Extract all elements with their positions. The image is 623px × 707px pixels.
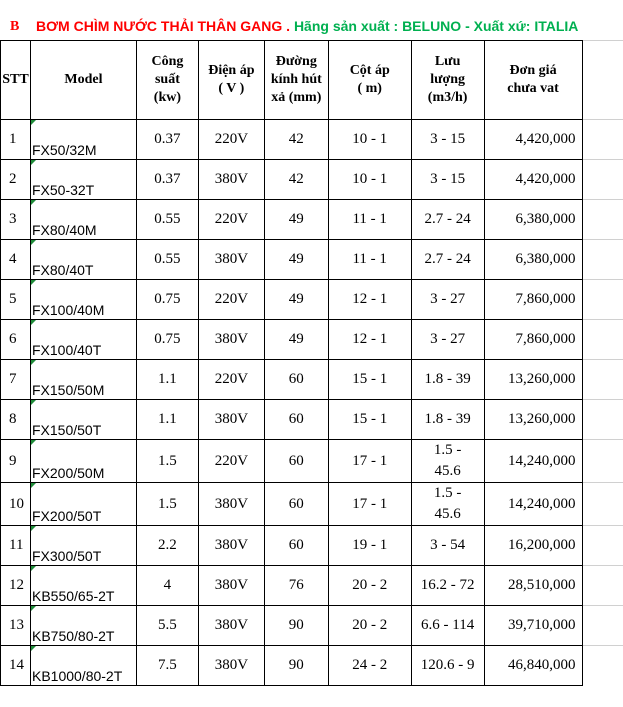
power-cell[interactable]: 0.75 [136,280,198,320]
empty-cell[interactable] [582,400,623,440]
price-cell[interactable]: 13,260,000 [484,360,582,400]
empty-cell[interactable] [582,646,623,686]
row-number[interactable]: 10 [1,483,31,526]
table-row [1,646,623,686]
voltage-cell[interactable]: 220V [198,440,264,483]
table-row [1,566,623,606]
row-number[interactable]: 8 [1,400,31,440]
table-row [1,120,623,160]
empty-cell[interactable] [582,606,623,646]
voltage-cell[interactable]: 220V [198,120,264,160]
row-number[interactable]: 2 [1,160,31,200]
pipe-diameter-cell[interactable]: 60 [264,440,328,483]
flow-rate-cell[interactable]: 3 - 54 [411,526,484,566]
power-cell[interactable]: 5.5 [136,606,198,646]
flow-rate-cell[interactable]: 1.8 - 39 [411,360,484,400]
header-flow [411,41,484,120]
price-cell[interactable]: 16,200,000 [484,526,582,566]
row-number[interactable]: 7 [1,360,31,400]
price-cell[interactable]: 28,510,000 [484,566,582,606]
price-cell[interactable]: 4,420,000 [484,120,582,160]
row-number[interactable]: 11 [1,526,31,566]
flow-rate-cell[interactable]: 16.2 - 72 [411,566,484,606]
price-cell[interactable]: 14,240,000 [484,483,582,526]
empty-cell[interactable] [582,120,623,160]
header-price-line: chưa vat [507,81,559,96]
table-row [1,240,623,280]
pipe-diameter-cell[interactable]: 60 [264,483,328,526]
page-title [36,18,578,34]
flow-rate-line: 1.5 - [433,485,462,501]
header-price [484,41,582,120]
flow-rate-cell[interactable]: 1.8 - 39 [411,400,484,440]
price-table [0,40,623,686]
price-cell[interactable]: 39,710,000 [484,606,582,646]
header-power-line: (kw) [153,90,182,105]
flow-rate-cell[interactable]: 3 - 27 [411,320,484,360]
row-number[interactable]: 12 [1,566,31,606]
voltage-cell[interactable]: 380V [198,606,264,646]
header-head-line: Cột áp [349,63,390,78]
header-stt: STT [1,41,31,120]
model-cell[interactable]: KB750/80-2T [30,606,136,646]
table-row [1,440,623,483]
pipe-diameter-cell[interactable]: 76 [264,566,328,606]
flow-rate-line: 1.5 - [433,442,462,458]
head-cell[interactable]: 19 - 1 [328,526,411,566]
header-pipe-line: xả (mm) [271,90,322,105]
section-marker: B [10,19,20,34]
header-flow-line: (m3/h) [427,90,468,105]
pipe-diameter-cell[interactable]: 42 [264,160,328,200]
voltage-cell[interactable]: 380V [198,483,264,526]
empty-cell[interactable] [582,320,623,360]
head-cell[interactable]: 20 - 2 [328,606,411,646]
head-cell[interactable]: 12 - 1 [328,320,411,360]
table-row [1,483,623,526]
power-cell[interactable]: 0.37 [136,120,198,160]
header-row [1,41,623,120]
flow-rate-cell[interactable] [411,483,484,526]
price-cell[interactable]: 7,860,000 [484,280,582,320]
voltage-cell[interactable]: 380V [198,566,264,606]
head-cell[interactable]: 15 - 1 [328,400,411,440]
header-pipe-line: kính hút [270,72,322,87]
row-number[interactable]: 9 [1,440,31,483]
head-cell[interactable]: 17 - 1 [328,440,411,483]
header-flow-line: Lưu [434,54,461,69]
power-cell[interactable]: 0.37 [136,160,198,200]
table-row [1,280,623,320]
title-manufacturer: Hãng sản xuất : BELUNO - Xuất xứ: ITALIA [293,18,579,34]
pipe-diameter-cell[interactable]: 60 [264,526,328,566]
price-cell[interactable]: 4,420,000 [484,160,582,200]
row-number[interactable]: 5 [1,280,31,320]
header-model: Model [30,41,136,120]
model-cell[interactable]: KB1000/80-2T [30,646,136,686]
empty-cell[interactable] [582,200,623,240]
power-cell[interactable]: 0.55 [136,240,198,280]
power-cell[interactable]: 1.1 [136,400,198,440]
header-pipe-line: Đường [275,54,317,69]
table-row [1,320,623,360]
header-head-line: ( m) [357,81,382,96]
header-power-line: Công [151,54,184,69]
voltage-cell[interactable]: 380V [198,400,264,440]
pipe-diameter-cell[interactable]: 90 [264,646,328,686]
flow-rate-cell[interactable]: 2.7 - 24 [411,240,484,280]
flow-rate-cell[interactable]: 3 - 15 [411,120,484,160]
price-cell[interactable]: 6,380,000 [484,240,582,280]
table-row [1,200,623,240]
empty-cell[interactable] [582,360,623,400]
power-cell[interactable]: 4 [136,566,198,606]
pipe-diameter-cell[interactable]: 42 [264,120,328,160]
pipe-diameter-cell[interactable]: 49 [264,320,328,360]
flow-rate-cell[interactable]: 3 - 15 [411,160,484,200]
power-cell[interactable]: 1.5 [136,483,198,526]
pipe-diameter-cell[interactable]: 49 [264,280,328,320]
power-cell[interactable]: 7.5 [136,646,198,686]
header-pipe [264,41,328,120]
model-cell[interactable]: FX200/50T [30,483,136,526]
empty-cell[interactable] [582,566,623,606]
empty-cell[interactable] [582,440,623,483]
voltage-cell[interactable]: 380V [198,646,264,686]
head-cell[interactable]: 11 - 1 [328,240,411,280]
header-voltage [198,41,264,120]
row-number[interactable]: 6 [1,320,31,360]
header-power-line: suất [154,72,180,87]
row-number[interactable]: 1 [1,120,31,160]
flow-rate-cell[interactable]: 6.6 - 114 [411,606,484,646]
empty-cell[interactable] [582,526,623,566]
head-cell[interactable]: 12 - 1 [328,280,411,320]
model-cell[interactable]: FX100/40M [30,280,136,320]
model-cell[interactable]: FX300/50T [30,526,136,566]
empty-cell[interactable] [582,483,623,526]
flow-rate-cell[interactable] [411,440,484,483]
header-price-line: Đơn giá [509,63,557,78]
voltage-cell[interactable]: 380V [198,526,264,566]
pipe-diameter-cell[interactable]: 90 [264,606,328,646]
head-cell[interactable]: 10 - 1 [328,120,411,160]
flow-rate-cell[interactable]: 120.6 - 9 [411,646,484,686]
header-power [136,41,198,120]
model-cell[interactable]: FX100/40T [30,320,136,360]
table-row [1,606,623,646]
table-row [1,160,623,200]
flow-rate-line: 45.6 [434,463,461,479]
empty-cell[interactable] [582,280,623,320]
power-cell[interactable]: 1.1 [136,360,198,400]
model-cell[interactable]: FX80/40M [30,200,136,240]
power-cell[interactable]: 0.55 [136,200,198,240]
pipe-diameter-cell[interactable]: 60 [264,360,328,400]
row-number[interactable]: 4 [1,240,31,280]
price-cell[interactable]: 13,260,000 [484,400,582,440]
model-cell[interactable]: FX80/40T [30,240,136,280]
voltage-cell[interactable]: 220V [198,280,264,320]
power-cell[interactable]: 1.5 [136,440,198,483]
voltage-cell[interactable]: 220V [198,200,264,240]
header-voltage-line: Điện áp [208,63,255,78]
table-row [1,526,623,566]
model-cell[interactable]: FX150/50M [30,360,136,400]
pipe-diameter-cell[interactable]: 49 [264,240,328,280]
table-row [1,400,623,440]
flow-rate-cell[interactable]: 3 - 27 [411,280,484,320]
table-row [1,360,623,400]
model-cell[interactable]: FX200/50M [30,440,136,483]
pipe-diameter-cell[interactable]: 60 [264,400,328,440]
header-head [328,41,411,120]
empty-cell[interactable] [582,240,623,280]
voltage-cell[interactable]: 220V [198,360,264,400]
price-cell[interactable]: 6,380,000 [484,200,582,240]
price-cell[interactable]: 7,860,000 [484,320,582,360]
head-cell[interactable]: 11 - 1 [328,200,411,240]
price-cell[interactable]: 46,840,000 [484,646,582,686]
voltage-cell[interactable]: 380V [198,160,264,200]
model-cell[interactable]: FX50-32T [30,160,136,200]
head-cell[interactable]: 10 - 1 [328,160,411,200]
flow-rate-cell[interactable]: 2.7 - 24 [411,200,484,240]
model-cell[interactable]: FX150/50T [30,400,136,440]
header-flow-line: lượng [430,72,466,87]
voltage-cell[interactable]: 380V [198,240,264,280]
flow-rate-line: 45.6 [434,506,461,522]
power-cell[interactable]: 2.2 [136,526,198,566]
price-cell[interactable]: 14,240,000 [484,440,582,483]
row-number[interactable]: 14 [1,646,31,686]
head-cell[interactable]: 15 - 1 [328,360,411,400]
empty-cell[interactable] [582,41,623,120]
row-number[interactable]: 3 [1,200,31,240]
model-cell[interactable]: KB550/65-2T [30,566,136,606]
head-cell[interactable]: 24 - 2 [328,646,411,686]
head-cell[interactable]: 20 - 2 [328,566,411,606]
model-cell[interactable]: FX50/32M [30,120,136,160]
title-row [0,0,623,40]
row-number[interactable]: 13 [1,606,31,646]
power-cell[interactable]: 0.75 [136,320,198,360]
pipe-diameter-cell[interactable]: 49 [264,200,328,240]
empty-cell[interactable] [582,160,623,200]
header-voltage-line: ( V ) [218,81,245,96]
head-cell[interactable]: 17 - 1 [328,483,411,526]
voltage-cell[interactable]: 380V [198,320,264,360]
title-product: BƠM CHÌM NƯỚC THẢI THÂN GANG . [36,18,294,34]
